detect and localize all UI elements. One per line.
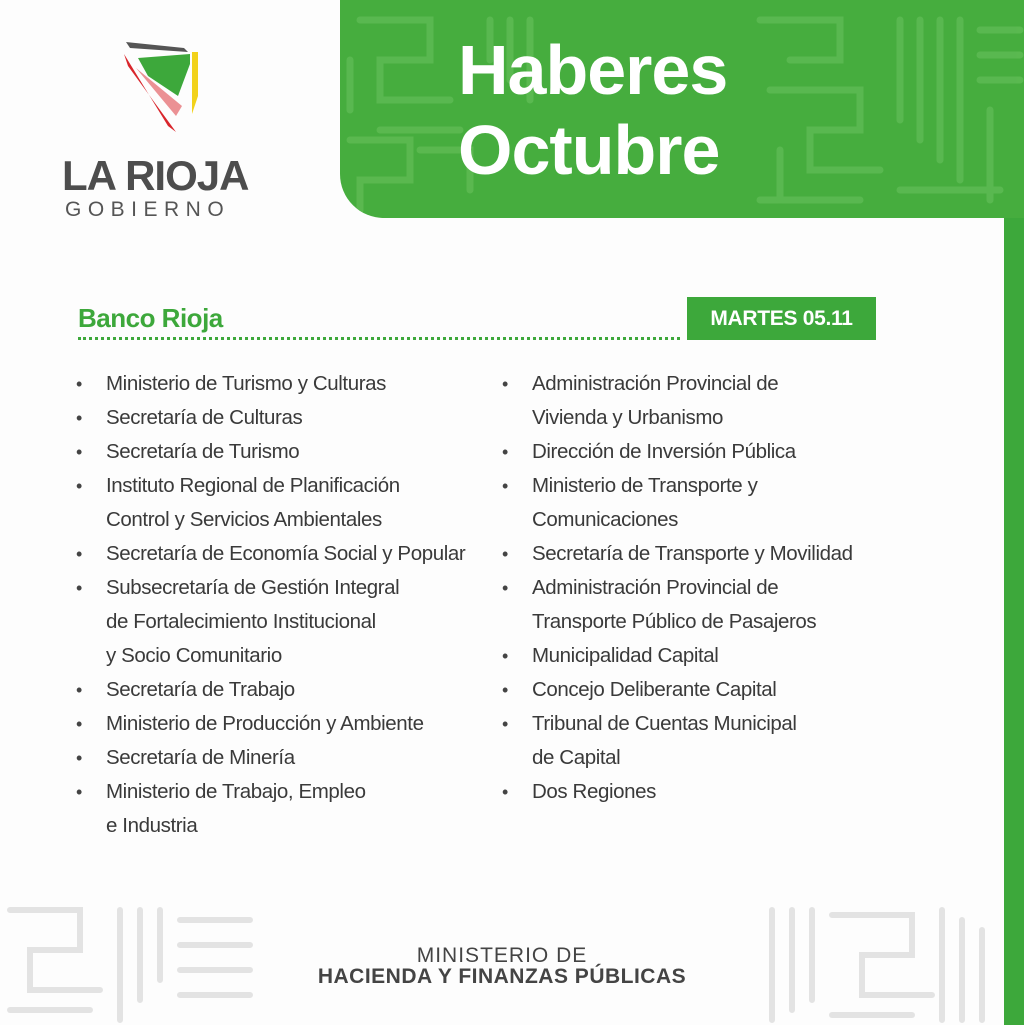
right-accent-bar — [1004, 218, 1024, 1025]
bullet-icon: • — [502, 544, 508, 564]
list-item-text: Ministerio de Transporte y Comunicaciones — [532, 474, 758, 531]
list-item — [76, 367, 506, 401]
list-item-text: Ministerio de Turismo y Culturas — [106, 372, 386, 395]
bullet-icon: • — [76, 748, 82, 768]
list-item — [76, 401, 506, 435]
list-item — [76, 707, 506, 741]
list-item — [502, 537, 897, 571]
bullet-icon: • — [76, 544, 82, 564]
bullet-icon: • — [502, 680, 508, 700]
bullet-icon: • — [502, 476, 508, 496]
list-item-text: Secretaría de Economía Social y Popular — [106, 542, 466, 565]
list-item-text: Ministerio de Producción y Ambiente — [106, 712, 424, 735]
bullet-icon: • — [502, 646, 508, 666]
list-item — [502, 673, 897, 707]
list-item — [502, 367, 897, 435]
list-item — [502, 571, 897, 639]
list-item-text: Dirección de Inversión Pública — [532, 440, 796, 463]
footer-ministry-line-1: MINISTERIO DE — [416, 944, 588, 967]
title-line-2: Octubre — [458, 111, 720, 189]
list-item-text: Secretaría de Turismo — [106, 440, 300, 463]
right-entity-list — [502, 367, 897, 809]
list-item-text: Concejo Deliberante Capital — [532, 678, 777, 701]
list-item — [76, 775, 506, 843]
list-item-text: Ministerio de Trabajo, Empleo e Industria — [106, 780, 366, 837]
bullet-icon: • — [502, 782, 508, 802]
government-logo — [62, 36, 282, 226]
logo-mark-icon — [118, 36, 218, 136]
list-item — [76, 571, 506, 673]
list-item-text: Instituto Regional de Planificación Control y Servicios Ambientales — [106, 474, 400, 531]
header-banner — [340, 0, 1024, 218]
bullet-icon: • — [502, 442, 508, 462]
list-item-text: Administración Provincial de Transporte Público de Pasajeros — [532, 576, 817, 633]
list-item — [76, 435, 506, 469]
list-item — [502, 435, 897, 469]
list-item-text: Municipalidad Capital — [532, 644, 719, 667]
footer-ministry-line-2: HACIENDA Y FINANZAS PÚBLICAS — [317, 965, 687, 988]
logo-subtitle: GOBIERNO — [65, 198, 231, 221]
bullet-icon: • — [502, 374, 508, 394]
list-item — [76, 469, 506, 537]
list-item-text: Subsecretaría de Gestión Integral de Fortalecimiento Institucional y Socio Comunitario — [106, 576, 400, 667]
bullet-icon: • — [76, 714, 82, 734]
list-item-text: Secretaría de Culturas — [106, 406, 303, 429]
list-item — [76, 673, 506, 707]
bullet-icon: • — [76, 782, 82, 802]
list-item-text: Secretaría de Minería — [106, 746, 295, 769]
list-item-text: Dos Regiones — [532, 780, 656, 803]
logo-name: LA RIOJA — [62, 152, 249, 199]
bullet-icon: • — [502, 714, 508, 734]
bank-name: Banco Rioja — [78, 303, 223, 333]
dotted-divider — [78, 337, 680, 340]
bullet-icon: • — [76, 408, 82, 428]
list-item-text: Secretaría de Trabajo — [106, 678, 295, 701]
bullet-icon: • — [76, 680, 82, 700]
list-item — [76, 537, 506, 571]
list-item — [502, 639, 897, 673]
bullet-icon: • — [76, 442, 82, 462]
bullet-icon: • — [76, 476, 82, 496]
left-entity-list — [76, 367, 506, 843]
page-title — [458, 30, 727, 190]
list-item-text: Secretaría de Transporte y Movilidad — [532, 542, 853, 565]
list-item — [502, 707, 897, 775]
list-item-text: Tribunal de Cuentas Municipal de Capital — [532, 712, 797, 769]
list-item — [502, 469, 897, 537]
title-line-1: Haberes — [458, 31, 728, 109]
list-item — [76, 741, 506, 775]
date-badge: MARTES 05.11 — [687, 297, 876, 340]
bullet-icon: • — [502, 578, 508, 598]
list-item — [502, 775, 897, 809]
bullet-icon: • — [76, 578, 82, 598]
list-item-text: Administración Provincial de Vivienda y Urbanismo — [532, 372, 779, 429]
bullet-icon: • — [76, 374, 82, 394]
